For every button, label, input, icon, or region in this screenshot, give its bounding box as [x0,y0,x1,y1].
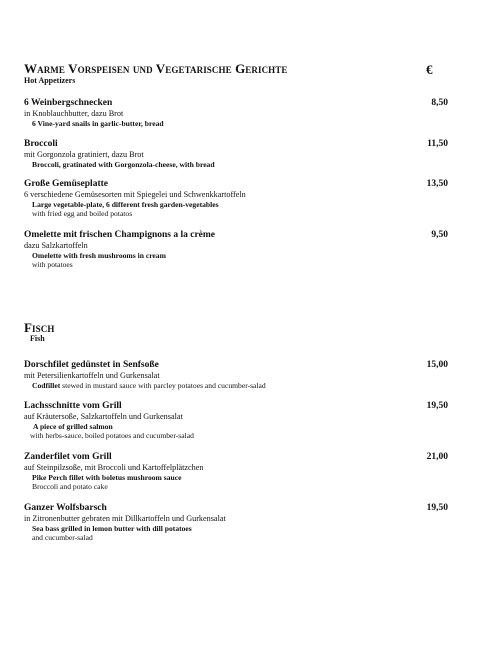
item-description-en: Sea bass grilled in lemon butter with dill potatoes [32,523,192,533]
item-price: 19,50 [426,503,448,513]
menu-item [24,503,448,543]
item-description-de: in Zitronenbutter gebraten mit Dillkartoffeln und Gurkensalat [24,514,226,523]
item-name: Broccoli [24,139,58,149]
item-description-en-2: and cucumber-salad [32,533,93,543]
menu-item [24,360,448,390]
item-name: Zanderfilet vom Grill [24,452,112,462]
item-description-en: Pike Perch fillet with boletus mushroom sauce [32,472,182,482]
menu-item [24,452,448,492]
item-description-en-2: with potatoes [32,260,73,270]
section-subtitle-warm: Hot Appetizers [24,76,76,85]
menu-item [24,230,448,270]
item-price: 8,50 [431,98,448,108]
item-description-en: Broccoli, gratinated with Gorgonzola-cheese, with bread [32,159,215,169]
currency-header: € [426,62,433,77]
item-price: 9,50 [431,230,448,240]
item-name: Omelette mit frischen Champignons a la crème [24,230,216,240]
item-description-en: 6 Vine-yard snails in garlic-butter, bread [32,118,164,128]
item-description-de: dazu Salzkartoffeln [24,241,88,250]
item-price: 13,50 [426,179,448,189]
item-description-de: 6 verschiedene Gemüsesorten mit Spiegelei und Schwenkkartoffeln [24,190,246,199]
item-description-en-2: Broccoli and potato cake [32,482,108,492]
item-price: 11,50 [427,139,448,149]
item-description-de: auf Kräutersoße, Salzkartoffeln und Gurkensalat [24,412,183,421]
item-description-de: mit Gorgonzola gratiniert, dazu Brot [24,150,144,159]
item-description-en: A piece of grilled salmon [33,421,113,431]
menu-item [24,139,448,169]
item-name: Ganzer Wolfsbarsch [24,503,107,513]
item-description-en-bold: Codfillet [32,380,61,390]
item-name: Dorschfilet gedünstet in Senfsoße [24,360,159,370]
item-description-en-rest: stewed in mustard sauce with parcley potatoes and cucumber-salad [60,380,266,390]
section-subtitle-fish: Fish [30,334,45,343]
item-description-de: in Knoblauchbutter, dazu Brot [24,109,124,118]
item-description-en-2: with fried egg and boiled potatos [32,209,133,219]
item-description-de: auf Steinpilzsoße, mit Broccoli und Kartoffelplätzchen [24,463,204,472]
item-description-en: Large vegetable-plate, 6 different fresh garden-vegetables [32,199,219,209]
item-price: 21,00 [426,452,448,462]
item-name: Lachsschnitte vom Grill [24,401,122,411]
section-title-warm: Warme Vorspeisen und Vegetarische Gerichte [24,61,288,76]
item-description-en: Omelette with fresh mushrooms in cream [32,250,166,260]
item-description-en-2: with herbs-sauce, boiled potatoes and cucumber-salad [30,431,194,441]
menu-item [24,401,448,441]
menu-item [24,179,448,219]
item-description-de: mit Petersilienkartoffeln und Gurkensalat [24,371,160,380]
section-title-fish: Fisch [24,320,55,335]
item-name: 6 Weinbergschnecken [24,98,113,108]
item-price: 19,50 [426,401,448,411]
item-name: Große Gemüseplatte [24,179,108,189]
menu-item [24,98,448,128]
item-description-en [24,381,448,391]
item-price: 15,00 [426,360,448,370]
